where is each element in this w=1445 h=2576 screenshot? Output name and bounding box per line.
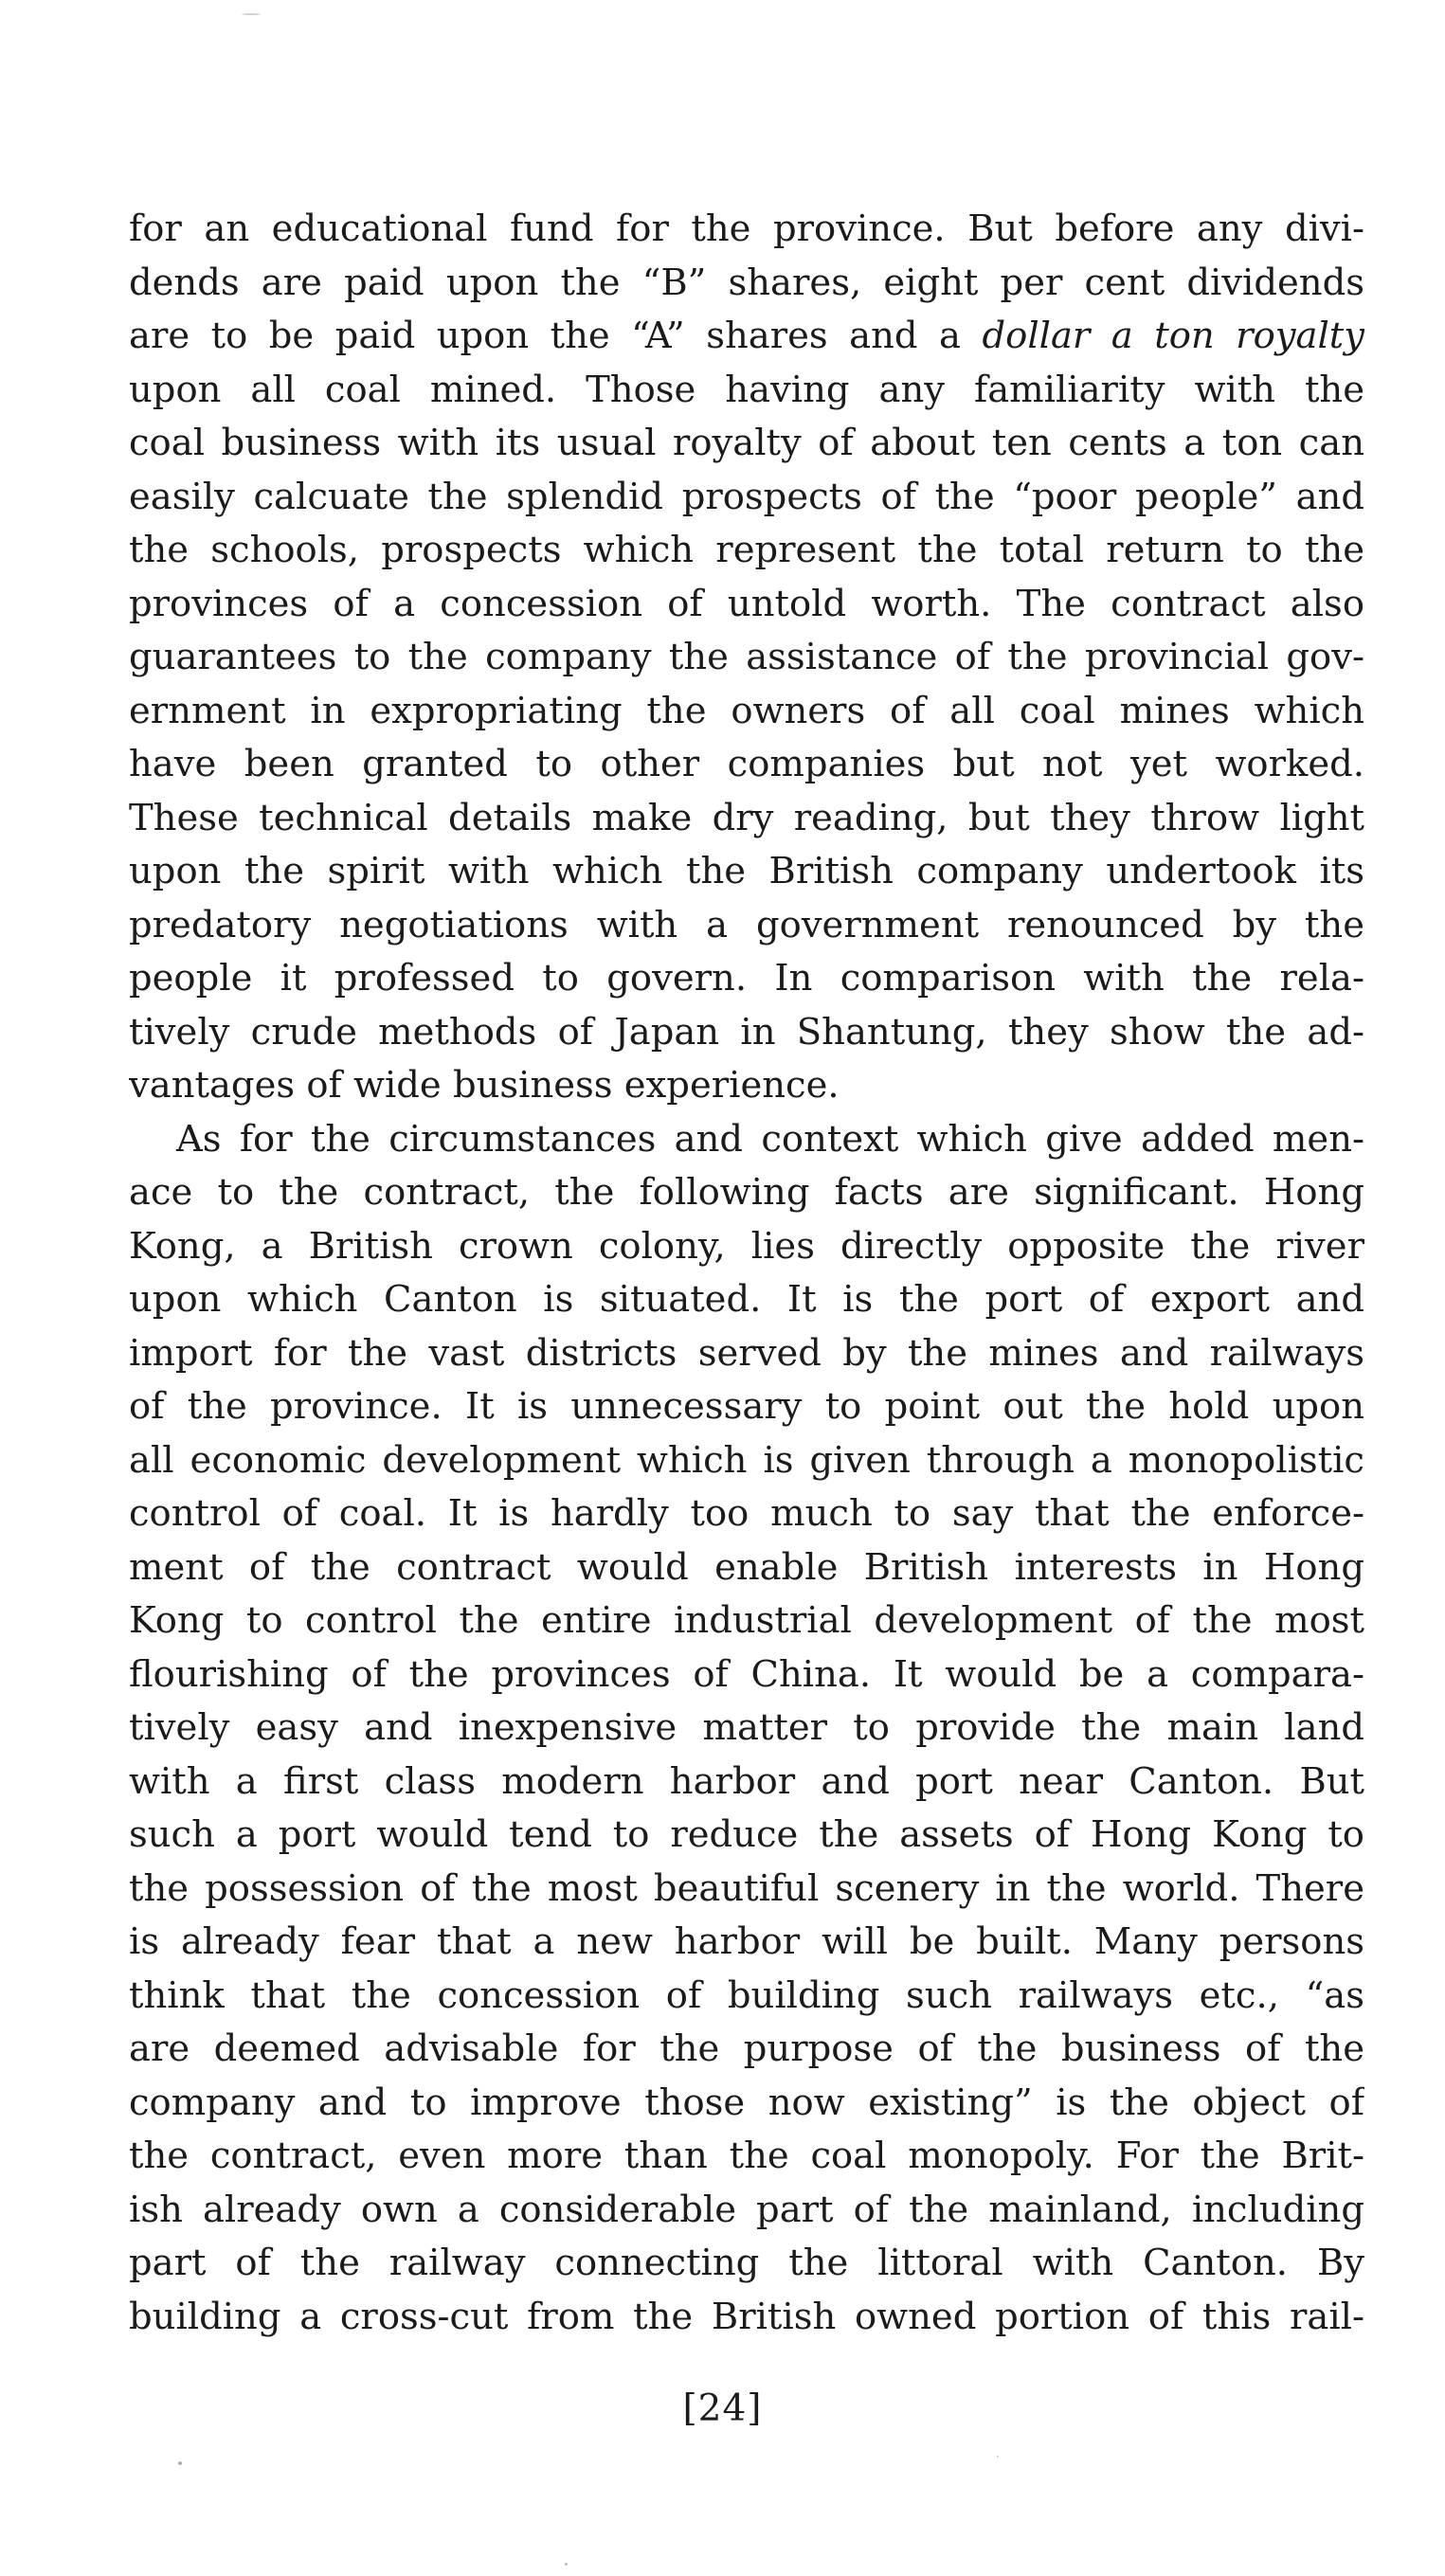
scan-speck	[565, 2563, 568, 2566]
text-line: ace to the contract, the following facts are significant. Hong	[129, 1171, 1364, 1214]
paragraph-1	[129, 203, 1364, 1113]
text-line: have been granted to other companies but not yet worked.	[129, 743, 1364, 785]
text-line: is already fear that a new harbor will be built. Many persons	[129, 1920, 1364, 1963]
text-line: people it professed to govern. In comparison with the rela-	[129, 957, 1364, 1000]
text-line: dends are paid upon the “B” shares, eight per cent dividends	[129, 261, 1364, 304]
text-line: with a first class modern harbor and port near Canton. But	[129, 1759, 1364, 1803]
text-run: are to be paid upon the “A” shares and a	[129, 315, 983, 357]
text-line: company and to improve those now existing” is the object of	[129, 2081, 1364, 2124]
text-line	[129, 310, 1364, 364]
text-line: As for the circumstances and context which give added men-	[176, 1117, 1364, 1161]
text-line: tively crude methods of Japan in Shantung, they show the ad-	[129, 1010, 1364, 1054]
italic-phrase: dollar a ton royalty	[982, 315, 1364, 357]
text-line: vantages of wide business experience.	[129, 1064, 840, 1107]
text-line: provinces of a concession of untold worth. The contract also	[129, 582, 1364, 625]
text-line: Kong, a British crown colony, lies directly opposite the river	[129, 1224, 1364, 1268]
text-line: predatory negotiations with a government renounced by the	[129, 903, 1364, 946]
text-line: all economic development which is given through a monopolistic	[129, 1438, 1364, 1482]
body-text	[129, 203, 1364, 2344]
text-line: the contract, even more than the coal monopoly. For the Brit-	[129, 2135, 1364, 2177]
text-line: of the province. It is unnecessary to point out the hold upon	[129, 1385, 1364, 1428]
text-line: are deemed advisable for the purpose of the business of the	[129, 2027, 1364, 2070]
text-line: import for the vast districts served by the mines and railways	[129, 1331, 1364, 1375]
text-line: coal business with its usual royalty of about ten cents a ton can	[129, 422, 1364, 464]
text-line: upon which Canton is situated. It is the port of export and	[129, 1278, 1364, 1321]
text-line: think that the concession of building such railways etc., “as	[129, 1973, 1364, 2017]
text-line: ment of the contract would enable British interests in Hong	[129, 1545, 1364, 1589]
scan-speck	[178, 2461, 182, 2465]
text-line: for an educational fund for the province. But before any divi-	[129, 207, 1364, 250]
text-line: ernment in expropriating the owners of all coal mines which	[129, 689, 1364, 732]
text-line: building a cross-cut from the British owned portion of this rail-	[129, 2295, 1364, 2338]
page-number: [24]	[682, 2387, 763, 2430]
text-line: the possession of the most beautiful scenery in the world. There	[129, 1866, 1364, 1910]
text-line: upon all coal mined. Those having any familiarity with the	[129, 368, 1364, 411]
text-line: control of coal. It is hardly too much to say that the enforce-	[129, 1492, 1364, 1535]
text-line: tively easy and inexpensive matter to provide the main land	[129, 1706, 1364, 1749]
text-line: the schools, prospects which represent the total return to the	[129, 529, 1364, 571]
text-line: part of the railway connecting the littoral with Canton. By	[129, 2242, 1364, 2284]
text-line: ish already own a considerable part of the mainland, including	[129, 2188, 1364, 2231]
text-line: easily calcuate the splendid prospects of the “poor people” and	[129, 475, 1364, 518]
text-line: upon the spirit with which the British company undertook its	[129, 850, 1364, 892]
scan-speck	[242, 13, 261, 15]
text-line: Kong to control the entire industrial development of the most	[129, 1599, 1364, 1642]
text-line: such a port would tend to reduce the assets of Hong Kong to	[129, 1813, 1364, 1856]
paragraph-2	[129, 1113, 1364, 2345]
text-line: flourishing of the provinces of China. It would be a compara-	[129, 1652, 1364, 1696]
scan-speck	[997, 2456, 999, 2458]
text-line: guarantees to the company the assistance of the provincial gov-	[129, 636, 1364, 678]
text-line: These technical details make dry reading, but they throw light	[129, 796, 1364, 839]
